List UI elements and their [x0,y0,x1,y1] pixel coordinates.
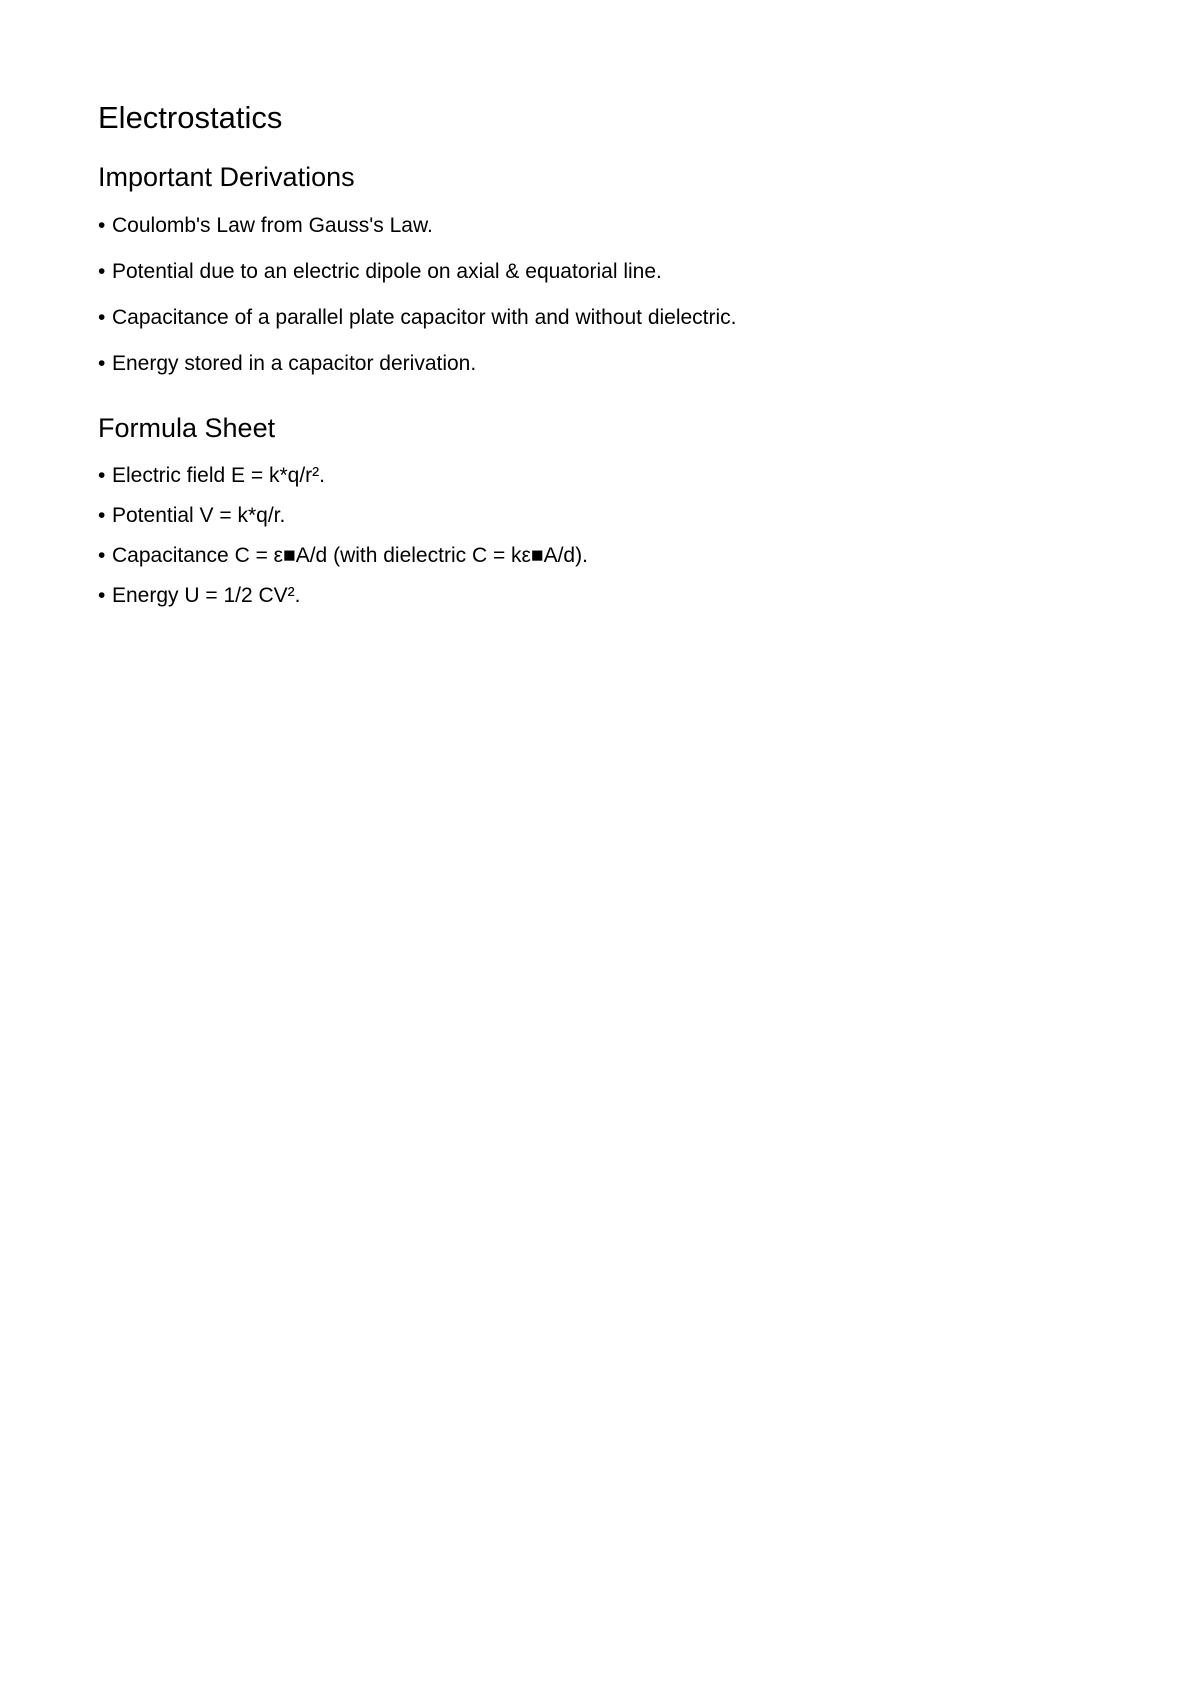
list-item [98,502,588,542]
list-item [98,582,588,622]
list-item-text: Capacitance of a parallel plate capacitor with and without dielectric. [112,306,737,329]
list-item [98,542,588,582]
bullet-icon: • [98,214,106,237]
list-item [98,304,737,350]
bullet-icon: • [98,306,106,329]
formula-list [98,462,588,622]
list-item [98,462,588,502]
bullet-icon: • [98,504,106,527]
list-item [98,258,737,304]
bullet-icon: • [98,584,106,607]
list-item-text: Potential due to an electric dipole on axial & equatorial line. [112,260,662,283]
list-item-text: Energy U = 1/2 CV². [112,584,301,607]
bullet-icon: • [98,464,106,487]
list-item-text: Energy stored in a capacitor derivation. [112,352,477,375]
bullet-icon: • [98,352,106,375]
list-item-text: Electric field E = k*q/r². [112,464,325,487]
section-heading-important-derivations: Important Derivations [98,162,355,192]
document-title: Electrostatics [98,100,283,135]
list-item [98,212,737,258]
list-item-text: Potential V = k*q/r. [112,504,286,527]
derivations-list [98,212,737,396]
list-item-text: Coulomb's Law from Gauss's Law. [112,214,433,237]
list-item [98,350,737,396]
bullet-icon: • [98,260,106,283]
section-heading-formula-sheet: Formula Sheet [98,413,276,443]
list-item-text: Capacitance C = ε■A/d (with dielectric C = kε■A/d). [112,544,588,567]
bullet-icon: • [98,544,106,567]
